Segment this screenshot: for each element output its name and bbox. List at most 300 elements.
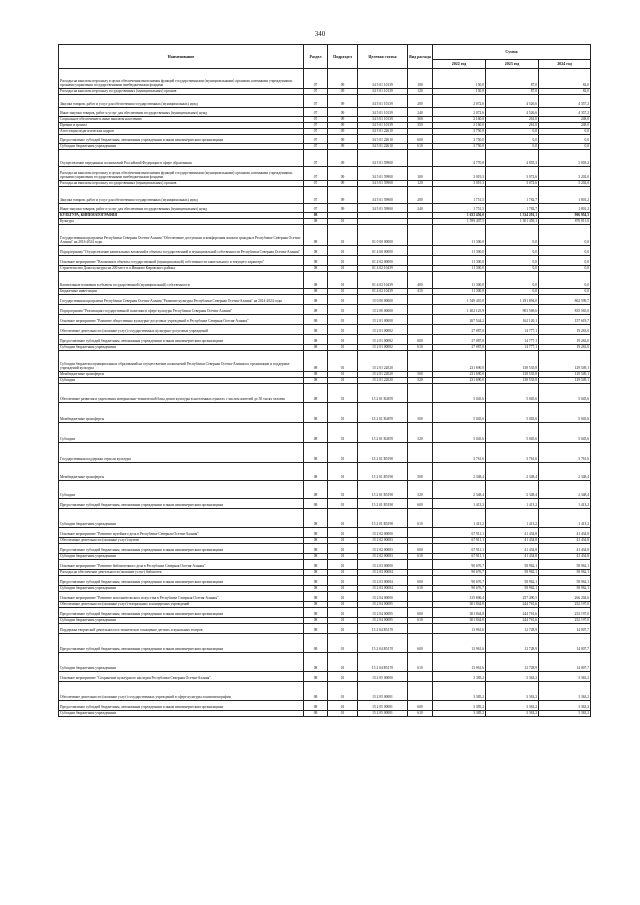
row-value-2024: 248,0 [539,117,591,123]
row-name: Межбюджетные трансферты [59,372,304,378]
row-section: 08 [304,592,328,602]
row-value-2023: 0,0 [486,246,539,256]
row-section: 07 [304,135,328,144]
row-expense: 100 [408,167,433,181]
row-expense [408,256,433,266]
row-target: 15 2 03 00084 [358,586,408,592]
row-expense: 200 [408,187,433,204]
row-value-2024: 4 357,2 [539,95,591,108]
row-value-2024: 82,0 [539,69,591,89]
row-name: Расходы на выплаты персоналу в целях обеспечения выполнения функций государственными (муниципальными) органами, казенными учреждениями, органами управления государственными внебюджетными фондами [59,167,304,181]
row-value-2023: 58 962,1 [486,570,539,576]
row-value-2024: 3 363,2 [539,682,591,701]
row-subsection: 01 [328,463,358,481]
row-section: 08 [304,423,328,443]
row-value-2022: 27 087,0 [433,345,486,351]
row-value-2024: 862 599,7 [539,295,591,305]
row-subsection: 01 [328,586,358,592]
row-expense: 610 [408,618,433,624]
row-expense: 610 [408,711,433,717]
row-value-2023: 3 072,6 [486,167,539,181]
row-section: 07 [304,69,328,89]
row-value-2022: 1 413,2 [433,499,486,509]
row-value-2024: 870 811,0 [539,219,591,225]
row-section: 08 [304,509,328,528]
row-value-2022: 90 676,7 [433,560,486,570]
row-subsection: 01 [328,423,358,443]
row-value-2022: 90 676,7 [433,586,486,592]
row-value-2023: 0,0 [486,135,539,144]
row-value-2024: 41 434,8 [539,528,591,538]
row-value-2023: 87,0 [486,69,539,89]
row-section: 08 [304,378,328,384]
row-target: 01 4 02 10439 [358,266,408,272]
row-target: 15 2 02 00083 [358,544,408,554]
row-target: 34 5 01 22610 [358,144,408,150]
row-subsection: 09 [328,144,358,150]
row-section: 08 [304,272,328,289]
row-section: 08 [304,608,328,618]
row-value-2024: 41 434,8 [539,544,591,554]
row-value-2023: 1 782,7 [486,187,539,204]
row-target: 15 2 01 00082 [358,325,408,335]
row-target: 34 5 01 59900 [358,181,408,187]
row-value-2022: 11 300,0 [433,289,486,295]
row-value-2024: 19 263,0 [539,345,591,351]
table-row [59,335,591,345]
row-target: 34 5 01 10139 [358,108,408,117]
row-target: 15 2 02 00083 [358,554,408,560]
row-subsection: 01 [328,576,358,586]
row-name: Субсидии бюджетным учреждениям [59,554,304,560]
row-subsection: 01 [328,618,358,624]
row-expense: 400 [408,272,433,289]
row-value-2024: 1 413,2 [539,499,591,509]
row-value-2024: 1 801,2 [539,187,591,204]
row-name: Премии и гранты [59,123,304,129]
row-value-2023: 5 045,6 [486,384,539,403]
row-value-2024: 0,0 [539,225,591,246]
row-subsection: 01 [328,256,358,266]
row-name: Предоставление субсидий бюджетным, автономным учреждениям и иным некоммерческим организациям [59,608,304,618]
row-name: Социальное обеспечение и иные выплаты населению [59,117,304,123]
row-name: Строительство Дома культуры на 200 мест в п.Иваново Кировского района [59,266,304,272]
row-target: 15 2 01 00082 [358,345,408,351]
row-subsection: 01 [328,528,358,538]
row-expense [408,528,433,538]
row-target: 15 2 05 00081 [358,682,408,701]
table-row [59,528,591,538]
row-target: 15 2 05 00081 [358,711,408,717]
row-name: Субсидии бюджетным учреждениям [59,586,304,592]
row-value-2023: 0,0 [486,225,539,246]
row-target: 15 2 01 R5190 [358,481,408,499]
table-row [59,256,591,266]
row-value-2024: 835 565,0 [539,305,591,315]
row-target: 15 2 02 00083 [358,538,408,544]
table-row [59,135,591,144]
row-target: 15 2 04 R5170 [358,653,408,672]
row-target: 15 2 01 R5190 [358,499,408,509]
row-section: 08 [304,325,328,335]
row-name: Межбюджетные трансферты [59,403,304,423]
row-value-2022: 2 160,0 [433,123,486,129]
row-value-2023: 3 363,2 [486,682,539,701]
row-value-2023: 162 120,1 [486,315,539,325]
row-value-2024: 58 962,1 [539,586,591,592]
row-section: 07 [304,144,328,150]
row-value-2023: 261,0 [486,117,539,123]
row-value-2023: 4 855,3 [486,150,539,167]
row-subsection: 01 [328,711,358,717]
row-expense [408,384,433,403]
row-value-2022: 90 676,7 [433,576,486,586]
header-expense: Вид расхода [408,45,433,69]
row-subsection: 01 [328,295,358,305]
row-value-2024: 58 962,1 [539,576,591,586]
row-name: Основное мероприятие "Развитие библиотечного дела в Республике Северная Осетия-Алания" [59,560,304,570]
row-target: 15 0 00 00000 [358,295,408,305]
row-value-2023: 14 777,1 [486,335,539,345]
row-target: 01 4 00 00000 [358,246,408,256]
row-name: Расходы на обеспечение деятельности (оказание услуг) библиотек [59,570,304,576]
row-target: 34 5 01 22610 [358,129,408,135]
row-section: 08 [304,219,328,225]
row-section: 07 [304,95,328,108]
row-value-2024: 0,0 [539,135,591,144]
row-value-2023: 41 434,8 [486,544,539,554]
row-subsection: 01 [328,372,358,378]
row-name: Государственная программа Республики Северная Осетия-Алания "Обеспечение доступным и комфортным жильем граждан в Республике Северная Осетия-Алания" на 2016-2024 годы [59,225,304,246]
row-expense: 610 [408,345,433,351]
row-value-2023: 14 777,1 [486,325,539,335]
row-target: 15 2 05 00000 [358,672,408,682]
row-value-2023: 41 434,8 [486,538,539,544]
row-target: 34 5 01 59900 [358,167,408,181]
row-section: 08 [304,315,328,325]
row-value-2023: 0,0 [486,266,539,272]
table-row [59,672,591,682]
row-value-2022: 4 770,8 [433,150,486,167]
row-name: Субсидии бюджетным учреждениям [59,618,304,624]
row-name: Предоставление субсидий бюджетным, автономным учреждениям и иным некоммерческим организациям [59,499,304,509]
row-name: Обеспечение деятельности (оказание услуг) государственных культурно-досуговых учреждений [59,325,304,335]
row-value-2023: 1 301 459,1 [486,219,539,225]
row-target: 15 2 01 00000 [358,315,408,325]
row-target: 15 2 01 R4670 [358,384,408,403]
row-name: Субсидии бюджетным учреждениям [59,345,304,351]
table-row [59,560,591,570]
row-target: 15 2 04 00085 [358,608,408,618]
row-value-2023: 12 728,9 [486,653,539,672]
row-section: 08 [304,602,328,608]
row-section: 08 [304,586,328,592]
row-value-2022: 150,0 [433,89,486,95]
row-name: Обеспечение деятельности (оказание услуг) государственных учреждений в сфере культуры и кинематографии [59,682,304,701]
row-value-2022: 1 549 410,0 [433,295,486,305]
table-row [59,682,591,701]
row-expense: 200 [408,95,433,108]
table-row [59,108,591,117]
row-subsection: 09 [328,204,358,213]
row-value-2022: 11 300,0 [433,266,486,272]
row-value-2023: 1 413,2 [486,499,539,509]
row-value-2024: 252 197,0 [539,602,591,608]
row-target: 34 5 01 59900 [358,150,408,167]
row-section: 07 [304,129,328,135]
row-target: 34 5 01 59900 [358,187,408,204]
row-value-2022: 3 385,2 [433,672,486,682]
table-row [59,634,591,653]
row-value-2023: 244 761,6 [486,608,539,618]
row-subsection: 09 [328,167,358,181]
table-row [59,701,591,711]
row-value-2023: 2 348,4 [486,463,539,481]
row-section: 08 [304,463,328,481]
row-value-2023: 1 413,2 [486,509,539,528]
page-number: 340 [314,30,326,38]
row-name: Субсидии бюджетным учреждениям [59,711,304,717]
row-value-2023: 3 363,2 [486,711,539,717]
row-value-2022: 231 690,0 [433,378,486,384]
row-value-2022: 13 961,6 [433,624,486,634]
row-subsection: 01 [328,592,358,602]
header-name: Наименование [59,45,304,69]
table-row [59,204,591,213]
row-name: Предоставление субсидий бюджетным, автономным учреждениям и иным некоммерческим организациям [59,634,304,653]
row-subsection: 01 [328,378,358,384]
row-value-2022: 11 300,0 [433,225,486,246]
header-section: Раздел [304,45,328,69]
row-value-2022: 231 690,0 [433,351,486,372]
row-value-2024: 5 045,6 [539,403,591,423]
table-row [59,246,591,256]
row-target: 01 4 02 10439 [358,272,408,289]
row-value-2024: 58 962,1 [539,570,591,576]
row-value-2024: 19 263,0 [539,325,591,335]
row-section: 07 [304,108,328,117]
row-subsection: 01 [328,544,358,554]
row-target: 15 2 01 R5190 [358,463,408,481]
row-section: 08 [304,351,328,372]
row-name: Межбюджетные трансферты [59,463,304,481]
table-row [59,95,591,108]
row-value-2023: 3 363,2 [486,672,539,682]
row-section: 08 [304,403,328,423]
row-expense [408,315,433,325]
row-name: Основное мероприятие "Развитие общественно культурно-досуговых учреждений в Республике Северная Осетия-Алания" [59,315,304,325]
budget-table [58,44,591,717]
row-expense [408,672,433,682]
row-target: 15 2 01 22020 [358,372,408,378]
row-expense: 600 [408,335,433,345]
row-value-2022: 3 750,0 [433,135,486,144]
row-value-2024: 82,0 [539,89,591,95]
row-expense: 600 [408,634,433,653]
row-expense: 610 [408,144,433,150]
table-row [59,384,591,403]
row-section: 07 [304,117,328,123]
row-target: 15 2 01 22020 [358,378,408,384]
row-value-2024: 41 434,8 [539,554,591,560]
row-value-2022: 301 844,8 [433,618,486,624]
row-target: 15 2 01 22020 [358,351,408,372]
row-name: Предоставление субсидий бюджетным, автономным учреждениям и иным некоммерческим организациям [59,701,304,711]
row-target: 01 0 00 00000 [358,225,408,246]
row-target: 15 2 04 00000 [358,592,408,602]
row-value-2022: 1 599 407,5 [433,219,486,225]
row-value-2024: 0,0 [539,272,591,289]
row-value-2023: 3 761,6 [486,443,539,463]
row-value-2023: 12 728,9 [486,634,539,653]
row-subsection: 01 [328,570,358,576]
row-value-2022: 1 751,5 [433,187,486,204]
row-section: 08 [304,634,328,653]
table-row [59,272,591,289]
header-subsection: Подраздел [328,45,358,69]
row-section: 08 [304,443,328,463]
row-value-2024: 41 434,8 [539,538,591,544]
row-section: 08 [304,305,328,315]
row-expense: 120 [408,181,433,187]
row-expense: 500 [408,403,433,423]
row-section: 08 [304,384,328,403]
row-name: Субсидии [59,481,304,499]
row-subsection: 01 [328,225,358,246]
row-value-2023: 138 535,8 [486,372,539,378]
row-section: 08 [304,560,328,570]
table-row [59,351,591,372]
row-value-2022: 315 806,4 [433,592,486,602]
row-value-2024: 3 761,6 [539,443,591,463]
row-target: 15 2 01 00082 [358,335,408,345]
row-target: 15 2 01 R4670 [358,403,408,423]
row-section: 07 [304,181,328,187]
row-section: 08 [304,246,328,256]
row-section: 08 [304,256,328,266]
row-name: Субсидии бюджетным учреждениям [59,144,304,150]
row-value-2024: 906 954,3 [539,213,591,219]
row-value-2023: 5 045,6 [486,423,539,443]
row-name: Обеспечение развития и укрепления материально-технической базы домов культуры в населенных пунктах с числом жителей до 50 тысяч человек [59,384,304,403]
row-value-2024: 14 007,7 [539,634,591,653]
row-value-2024: 252 197,0 [539,608,591,618]
row-value-2023: 87,0 [486,89,539,95]
row-expense [408,443,433,463]
row-value-2022: 27 087,0 [433,325,486,335]
row-section: 07 [304,187,328,204]
row-value-2022: 11 300,0 [433,256,486,266]
row-section: 08 [304,672,328,682]
row-target: 34 5 01 10139 [358,117,408,123]
row-expense: 240 [408,204,433,213]
row-value-2024: 19 263,0 [539,335,591,345]
row-section: 08 [304,295,328,305]
row-name: Предоставление субсидий бюджетным, автономным учреждениям и иным некоммерческим организациям [59,576,304,586]
row-subsection: 01 [328,653,358,672]
row-name: Осуществление переданных полномочий Российской Федерации в сфере образования [59,150,304,167]
row-name: Обеспечение деятельности (оказание услуг) театральных и концертных учреждений [59,602,304,608]
row-name: Бюджетные инвестиции [59,289,304,295]
row-expense: 520 [408,423,433,443]
row-expense [408,560,433,570]
row-name: Основное мероприятие "Развитие музейного дела в Республике Северная Осетия-Алания" [59,528,304,538]
table-row [59,592,591,602]
table-row [59,509,591,528]
row-value-2022: 5 045,6 [433,384,486,403]
row-value-2023: 0,0 [486,272,539,289]
row-value-2023: 58 962,1 [486,560,539,570]
row-value-2023: 1 782,7 [486,204,539,213]
row-value-2024: 0,0 [539,289,591,295]
row-name: Обеспечение деятельности (оказание услуг) музеев [59,538,304,544]
row-name: Иные закупки товаров, работ и услуг для обеспечения государственных (муниципальных) нужд [59,108,304,117]
table-row [59,443,591,463]
row-section: 08 [304,481,328,499]
row-value-2022: 2 072,6 [433,108,486,117]
row-subsection: 09 [328,69,358,89]
row-expense [408,295,433,305]
row-expense: 520 [408,378,433,384]
row-target: 15 2 05 00081 [358,701,408,711]
row-value-2024: 2 348,4 [539,481,591,499]
row-value-2022: 1 413,2 [433,509,486,528]
row-value-2022: 3 385,2 [433,711,486,717]
row-subsection: 09 [328,117,358,123]
table-row [59,305,591,315]
row-value-2023: 138 535,8 [486,378,539,384]
row-subsection: 09 [328,108,358,117]
row-expense [408,325,433,335]
row-expense: 600 [408,576,433,586]
row-value-2024: 0,0 [539,129,591,135]
row-subsection: 01 [328,351,358,372]
row-name: Основное мероприятие "Развитие исполнительского искусства в Республике Северная Осетия-Алания" [59,592,304,602]
row-value-2024: 5 045,6 [539,423,591,443]
row-subsection: 01 [328,538,358,544]
row-value-2022: 3 019,3 [433,181,486,187]
row-section: 08 [304,345,328,351]
row-value-2022: 3 750,0 [433,129,486,135]
table-row [59,463,591,481]
header-year-2022: 2022 год [433,60,486,69]
row-target: 01 4 02 00000 [358,256,408,266]
row-value-2023: 14 777,1 [486,345,539,351]
row-name: КУЛЬТУРА, КИНЕМАТОГРАФИЯ [59,213,304,219]
row-value-2024: 157 619,7 [539,315,591,325]
row-value-2023: 3 363,2 [486,701,539,711]
row-expense: 600 [408,499,433,509]
row-name: Государственная программа Республики Северная Осетия-Алания "Развитие культуры Республики Северная Осетия-Алания" на 2014-2024 годы [59,295,304,305]
row-name: Аттестация педагогических кадров [59,129,304,135]
row-value-2023: 138 535,8 [486,351,539,372]
row-section: 08 [304,624,328,634]
row-section: 08 [304,544,328,554]
table-row [59,187,591,204]
row-subsection: 01 [328,345,358,351]
row-subsection: 01 [328,272,358,289]
table-row [59,653,591,672]
row-section: 08 [304,372,328,378]
row-value-2022: 67 911,1 [433,528,486,538]
row-value-2022: 267 544,2 [433,315,486,325]
row-subsection: 01 [328,246,358,256]
row-name: Предоставление субсидий бюджетным, автономным учреждениям и иным некоммерческим организациям [59,135,304,144]
row-target: 34 5 01 22610 [358,135,408,144]
row-name: Расходы на выплаты персоналу в целях обеспечения выполнения функций государственными (муниципальными) органами, казенными учреждениями, органами управления государственными внебюджетными фондами [59,69,304,89]
table-row [59,150,591,167]
row-value-2023: 58 962,1 [486,576,539,586]
